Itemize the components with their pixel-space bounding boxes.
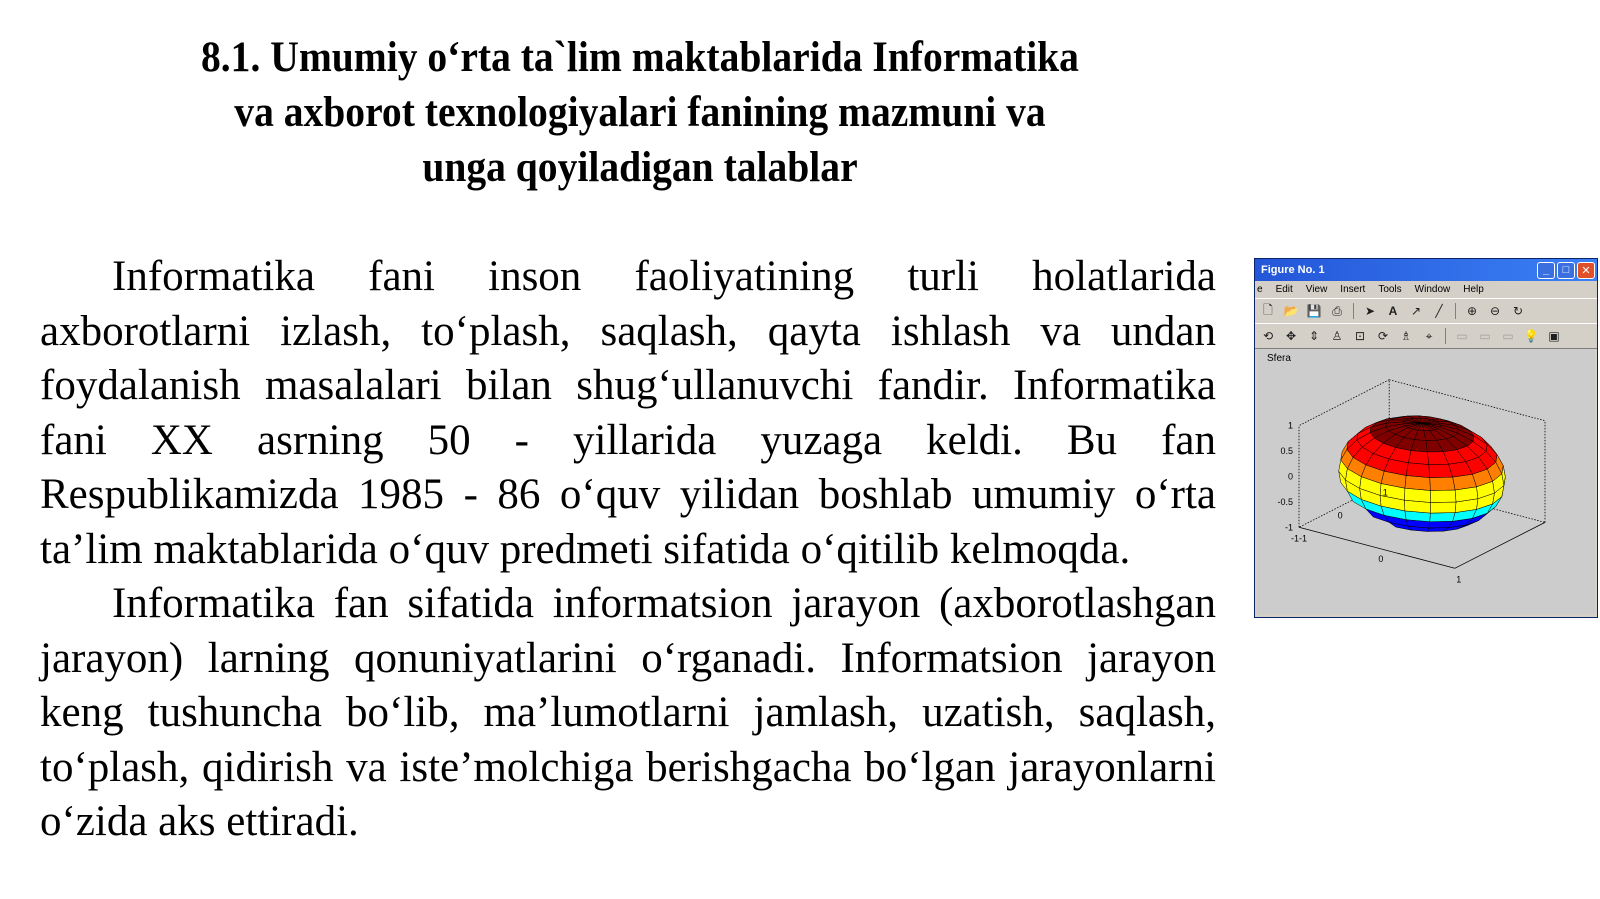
new-file-icon[interactable]: 🗋 [1263,302,1273,317]
axis-box-edge [1299,380,1389,426]
menu-help[interactable]: Help [1463,284,1484,295]
heading-line-1: 8.1. Umumiy o‘rta ta`lim maktablarida Informatika [201,34,1079,81]
sphere-patch [1429,521,1453,528]
sphere-patch [1430,490,1456,503]
axis-box-edge [1299,527,1455,568]
text-icon[interactable]: A [1388,304,1398,318]
line-icon[interactable]: ╱ [1435,304,1443,318]
figure-menubar [1255,281,1597,298]
plot-browser-icon[interactable]: ▣ [1548,329,1560,343]
camera-dolly-icon[interactable]: ⇕ [1308,329,1320,343]
y-tick-label: -1 [1290,533,1300,544]
matlab-figure-window [1254,258,1598,618]
toolbar-separator [1455,303,1456,319]
disabled-tool-icon: ▭ [1479,329,1491,343]
menu-insert[interactable]: Insert [1340,284,1366,295]
toolbar-separator [1445,328,1446,344]
save-icon[interactable]: 💾 [1306,304,1322,318]
chart-title: Sfera [1267,353,1291,364]
menu-view[interactable]: View [1305,284,1328,295]
close-icon[interactable]: ✕ [1577,262,1595,279]
body-text [40,250,1216,850]
toolbar-separator [1353,303,1354,319]
sphere-patch [1405,476,1431,491]
maximize-icon[interactable]: □ [1557,262,1575,279]
sphere-patch [1429,464,1453,477]
sphere-chart [1257,349,1595,614]
camera-pan-icon[interactable]: ✥ [1285,329,1297,343]
camera-orbit-icon[interactable]: ⟲ [1262,329,1274,343]
heading-line-2: va axborot texnologiyalari fanining mazmuni va [234,89,1046,136]
z-tick-label: 1 [1287,420,1293,431]
zoom-in-icon[interactable]: ⊕ [1466,304,1478,318]
disabled-tool-icon: ▭ [1456,329,1468,343]
y-tick-label: 1 [1382,487,1388,498]
z-tick-label: -1 [1284,522,1293,533]
figure-toolbar [1255,298,1597,323]
print-icon[interactable]: ⎙ [1332,303,1342,318]
camera-tilt-icon[interactable]: ♗ [1400,329,1412,343]
menu-file[interactable]: e [1257,284,1263,295]
camera-target-icon[interactable]: ⌖ [1425,328,1433,343]
x-tick-label: 0 [1378,553,1384,564]
camera-roll-icon[interactable]: ⟳ [1377,329,1389,343]
z-tick-label: -0.5 [1277,496,1293,507]
sphere-patch [1430,513,1455,522]
y-tick-label: 0 [1337,510,1343,521]
arrow-icon[interactable]: ↗ [1410,304,1422,318]
zoom-out-icon[interactable]: ⊖ [1489,304,1501,318]
figure-titlebar[interactable] [1255,259,1597,281]
x-tick-label: 1 [1456,574,1462,585]
x-tick-label: -1 [1298,533,1308,544]
figure-title: Figure No. 1 [1261,264,1325,276]
menu-tools[interactable]: Tools [1378,284,1402,295]
menu-window[interactable]: Window [1414,284,1451,295]
camera-walk-icon[interactable]: ♙ [1331,329,1343,343]
z-tick-label: 0.5 [1280,446,1293,457]
axis-box-edge [1389,380,1545,421]
axis-box-edge [1455,522,1545,568]
figure-canvas [1257,349,1595,614]
z-tick-label: 0 [1287,471,1293,482]
sphere-patch [1430,477,1455,490]
sphere-patch [1406,463,1430,478]
light-icon[interactable]: 💡 [1523,329,1539,343]
paragraph-1: Informatika fani inson faoliyatining turli holatlarida axborotlarni izlash, to‘plash, saqlash, qayta ishlash va undan foydalanish masalalari bilan shug‘ullanuvchi fandir. Informatika fani XX asrning 50 - yillarida yuzaga keldi. Bu fan Respublikamizda 1985 - 86 o‘quv yilidan boshlab umumiy o‘rta ta’lim maktablarida o‘quv predmeti sifatida o‘qitilib kelmoqda. [40,253,1216,573]
sphere-patch [1408,451,1429,465]
pointer-icon[interactable]: ➤ [1364,304,1376,318]
heading-line-3: unga qoyiladigan talablar [422,144,858,191]
sphere-patch [1430,502,1456,513]
rotate-icon[interactable]: ↻ [1512,304,1524,318]
camera-zoom-icon[interactable]: ⊡ [1354,329,1366,343]
page-heading [162,30,1119,195]
open-folder-icon[interactable]: 📂 [1283,304,1299,318]
menu-edit[interactable]: Edit [1275,284,1293,295]
disabled-tool-icon: ▭ [1502,329,1514,343]
camera-toolbar [1255,323,1597,349]
minimize-icon[interactable]: _ [1537,262,1555,279]
paragraph-2: Informatika fan sifatida informatsion jarayon (axborotlashgan jarayon) larning qonuniyatlarini o‘rganadi. Informatsion jarayon keng tushuncha bo‘lib, ma’lumotlarni jamlash, uzatish, saqlash, to‘plash, qidirish va iste’molchiga berishgacha bo‘lgan jarayonlarni o‘zida aks ettiradi. [40,580,1216,845]
